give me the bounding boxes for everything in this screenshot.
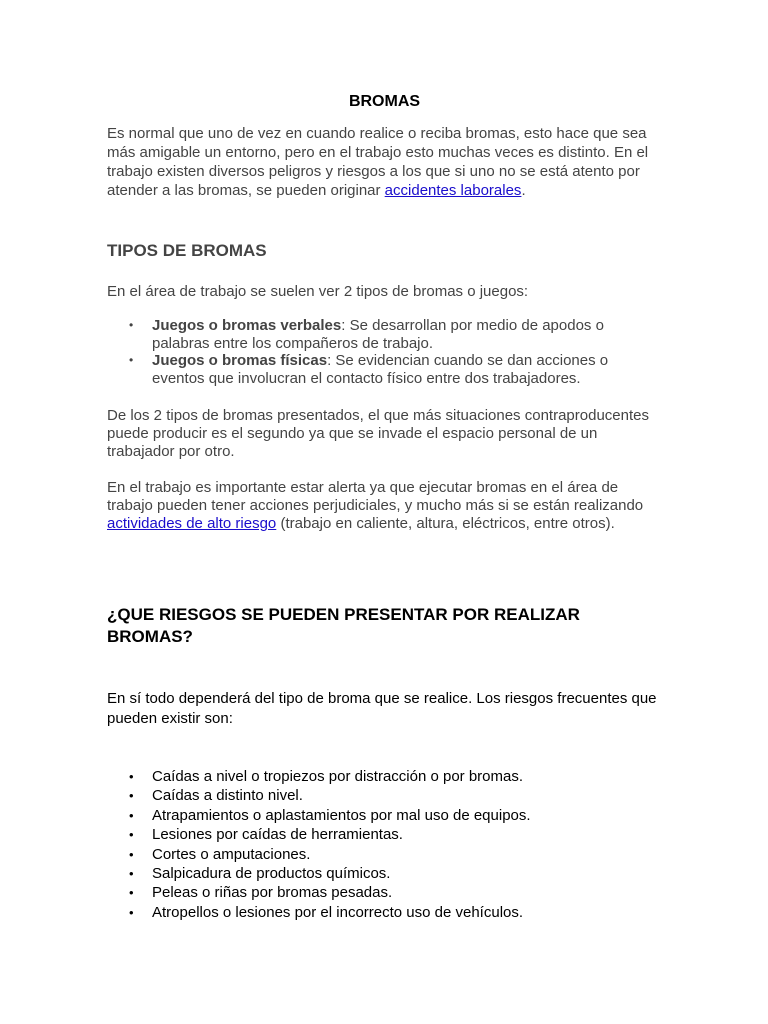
list-item xyxy=(107,317,627,352)
list-item xyxy=(107,767,627,786)
riesgos-list xyxy=(107,767,627,922)
list-item xyxy=(107,864,627,883)
tipos-intro-paragraph: En el área de trabajo se suelen ver 2 tipos de bromas o juegos: xyxy=(107,283,529,300)
list-item xyxy=(107,883,627,902)
list-item xyxy=(107,806,627,825)
alerta-text-end: (trabajo en caliente, altura, eléctricos, entre otros). xyxy=(276,515,615,532)
alerta-paragraph xyxy=(107,479,662,533)
list-item xyxy=(107,903,627,922)
riesgo-text: Caídas a nivel o tropiezos por distracción o por bromas. xyxy=(152,768,524,785)
tipos-list xyxy=(107,317,627,387)
bullet-icon: • xyxy=(129,788,134,804)
intro-text: Es normal que uno de vez en cuando realice o reciba bromas, esto hace que sea más amigable un entorno, pero en el trabajo esto muchas veces es distinto. En el trabajo existen diversos peligros y riesgos a los que si uno no se está atento por atender a las bromas, se pueden originar xyxy=(107,125,649,199)
tipo-term: Juegos o bromas físicas xyxy=(152,352,328,369)
riesgo-text: Lesiones por caídas de herramientas. xyxy=(152,826,403,844)
riesgo-text: Atropellos o lesiones por el incorrecto uso de vehículos. xyxy=(152,903,524,921)
tipos-conclusion-paragraph: De los 2 tipos de bromas presentados, el que más situaciones contraproducentes puede producir es el segundo ya que se invade el espacio personal de un trabajador por otro. xyxy=(107,407,649,460)
tipo-description: : Se evidencian cuando se dan acciones o eventos que involucran el contacto físico entre dos trabajadores. xyxy=(152,352,609,387)
actividades-alto-riesgo-link[interactable]: actividades de alto riesgo xyxy=(107,515,277,532)
bullet-icon: • xyxy=(129,846,134,862)
list-item xyxy=(107,845,627,864)
tipo-description: : Se desarrollan por medio de apodos o palabras entre los compañeros de trabajo. xyxy=(152,317,604,352)
list-item xyxy=(107,786,627,805)
bullet-icon: • xyxy=(129,827,134,843)
intro-text-end: . xyxy=(521,182,526,199)
list-item xyxy=(107,825,627,844)
riesgo-text: Atrapamientos o aplastamientos por mal uso de equipos. xyxy=(152,806,531,824)
bullet-icon: • xyxy=(129,904,134,920)
bullet-icon: • xyxy=(129,318,134,332)
bullet-icon: • xyxy=(129,807,134,823)
alerta-text: En el trabajo es importante estar alerta ya que ejecutar bromas en el área de trabajo pueden tener acciones perjudiciales, y mucho más si se están realizando xyxy=(107,479,644,514)
bullet-icon: • xyxy=(129,885,134,901)
list-item xyxy=(107,352,627,387)
accidentes-laborales-link[interactable]: accidentes laborales xyxy=(384,182,522,199)
riesgos-heading: ¿QUE RIESGOS SE PUEDEN PRESENTAR POR REALIZAR BROMAS? xyxy=(107,605,580,646)
bullet-icon: • xyxy=(129,866,134,882)
tipo-term: Juegos o bromas verbales xyxy=(152,317,342,334)
intro-paragraph xyxy=(107,124,662,200)
riesgo-text: Salpicadura de productos químicos. xyxy=(152,865,391,883)
riesgo-text: Cortes o amputaciones. xyxy=(152,845,311,863)
riesgo-text: Caídas a distinto nivel. xyxy=(152,787,303,805)
bullet-icon: • xyxy=(129,353,134,367)
riesgo-text: Peleas o riñas por bromas pesadas. xyxy=(152,884,393,902)
tipos-heading: TIPOS DE BROMAS xyxy=(107,241,267,260)
riesgos-intro-paragraph: En sí todo dependerá del tipo de broma que se realice. Los riesgos frecuentes que pueden existir son: xyxy=(107,690,657,727)
document-title: BROMAS xyxy=(348,93,421,110)
bullet-icon: • xyxy=(129,769,134,784)
